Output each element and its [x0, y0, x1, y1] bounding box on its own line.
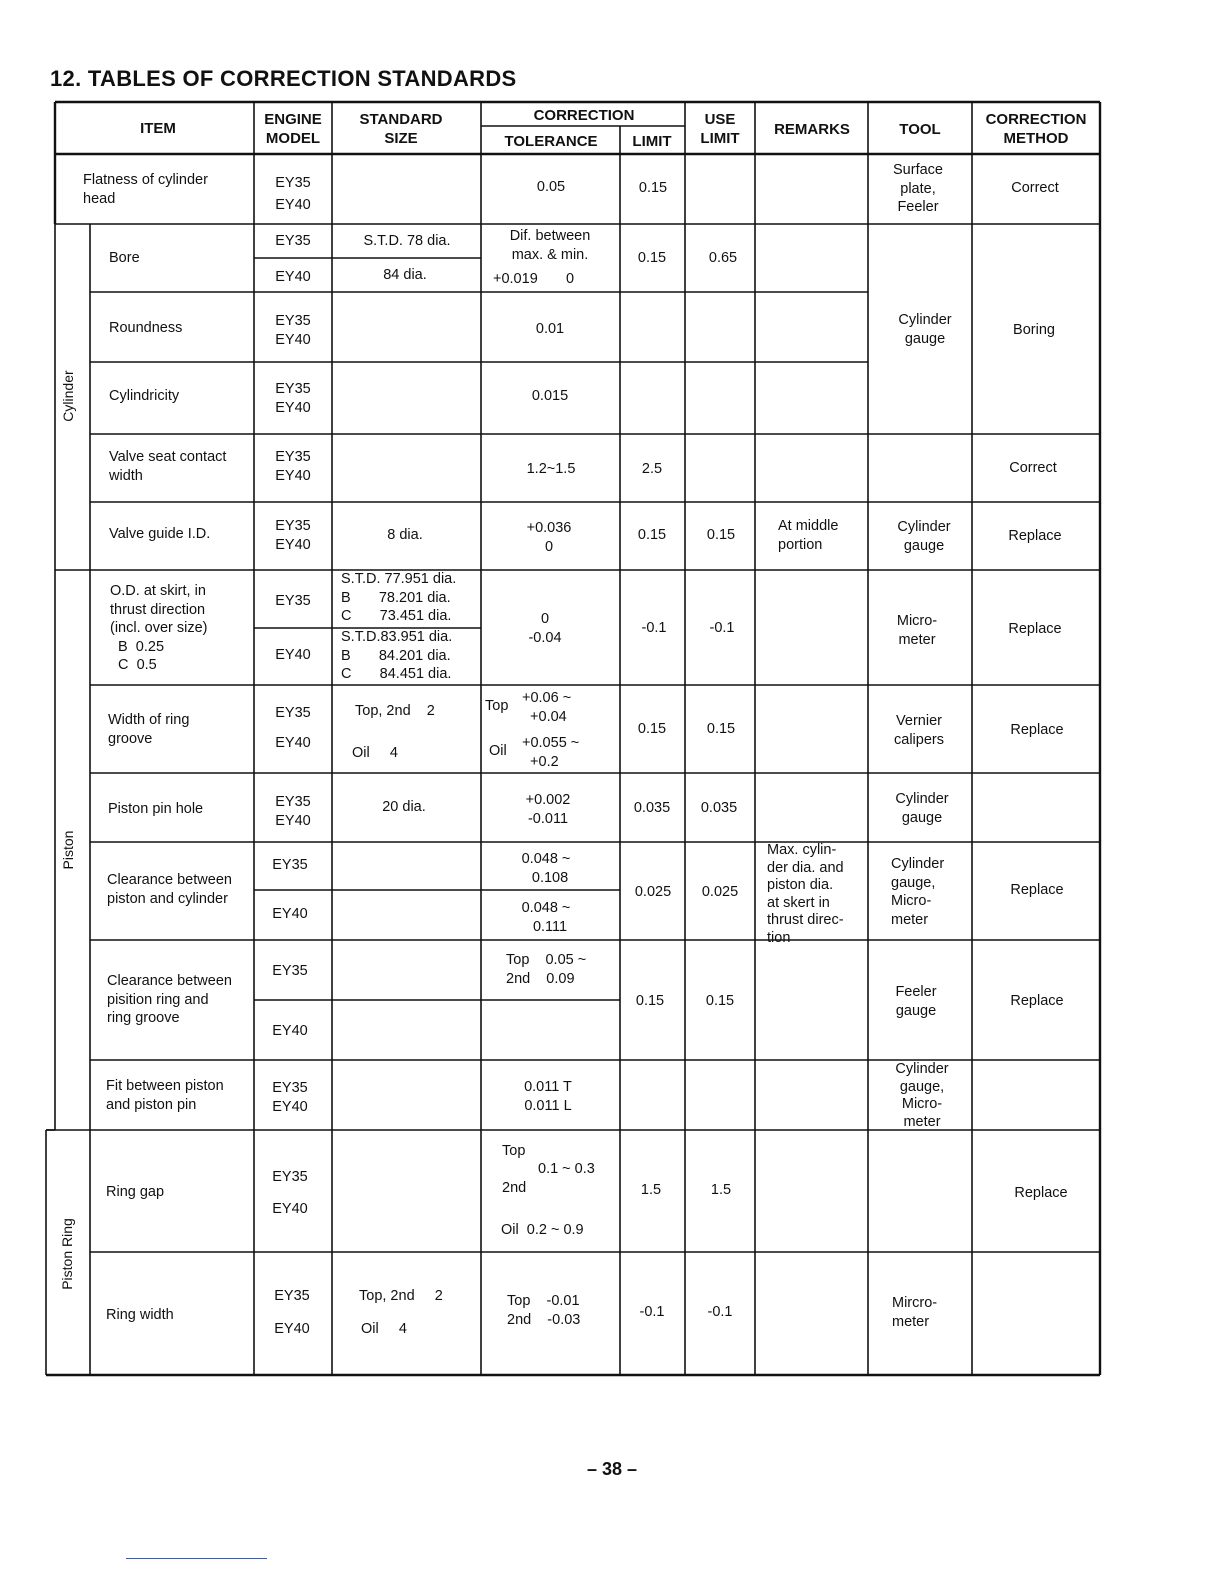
ring-groove-width-use-limit: 0.15 — [706, 721, 736, 737]
ring-gap-tol-2nd: 2nd — [502, 1180, 527, 1196]
group-label-piston-ring: Piston Ring — [59, 1218, 75, 1290]
header-standard-size: STANDARD SIZE — [359, 111, 443, 147]
clearance-ring-use-limit: 0.15 — [705, 993, 735, 1009]
ring-groove-width-size-a: Top, 2nd 2 — [355, 703, 435, 719]
valve-seat-tolerance: 1.2~1.5 — [526, 461, 576, 477]
clearance-ring-item: Clearance between pisition ring and ring groove — [107, 973, 232, 1026]
ring-width-tolerance: Top -0.01 2nd -0.03 — [507, 1293, 581, 1328]
od-skirt-tool: Micro- meter — [896, 613, 938, 648]
ring-width-engine-ey35: EY35 — [274, 1288, 310, 1304]
bore-size-a: S.T.D. 78 dia. — [363, 233, 451, 249]
ring-groove-width-method: Replace — [1010, 722, 1064, 738]
header-tolerance: TOLERANCE — [504, 133, 598, 150]
fit-pin-tolerance: 0.011 T 0.011 L — [524, 1079, 572, 1114]
header-correction-method: CORRECTION METHOD — [985, 111, 1087, 147]
ring-gap-limit: 1.5 — [640, 1182, 662, 1198]
ring-width-use-limit: -0.1 — [707, 1304, 733, 1320]
header-tool: TOOL — [899, 121, 941, 138]
flatness-tolerance: 0.05 — [536, 179, 566, 195]
header-remarks: REMARKS — [774, 121, 850, 138]
valve-seat-method: Correct — [1009, 460, 1057, 476]
bore-use-limit: 0.65 — [708, 250, 738, 266]
ring-gap-engine-ey40: EY40 — [272, 1201, 308, 1217]
fit-pin-item: Fit between piston and piston pin — [106, 1078, 224, 1113]
flatness-item: Flatness of cylinder head — [83, 172, 208, 207]
valve-guide-tolerance: +0.036 0 — [526, 520, 572, 555]
fit-pin-engine: EY35 EY40 — [272, 1080, 308, 1115]
valve-seat-limit: 2.5 — [641, 461, 663, 477]
ring-gap-engine-ey35: EY35 — [272, 1169, 308, 1185]
flatness-tool: Surface plate, Feeler — [893, 162, 943, 215]
ring-width-size-b: Oil 4 — [361, 1321, 407, 1337]
ring-gap-tol-value: 0.1 ~ 0.3 — [538, 1161, 595, 1177]
ring-gap-tol-top: Top — [502, 1143, 526, 1159]
fit-pin-tool: Cylinder gauge, Micro- meter — [895, 1061, 949, 1130]
ring-groove-width-limit: 0.15 — [637, 721, 667, 737]
clearance-cyl-tol-a: 0.048 ~ 0.108 — [521, 851, 571, 886]
pin-hole-tool: Cylinder gauge — [895, 791, 949, 826]
ring-groove-tol-oil: +0.055 ~ +0.2 — [522, 735, 580, 770]
od-skirt-tolerance: 0 -0.04 — [528, 611, 562, 646]
clearance-ring-tool: Feeler gauge — [895, 984, 937, 1019]
footer-rule — [126, 1558, 267, 1559]
valve-guide-limit: 0.15 — [637, 527, 667, 543]
valve-guide-item: Valve guide I.D. — [109, 526, 211, 542]
clearance-cyl-method: Replace — [1010, 882, 1064, 898]
clearance-ring-method: Replace — [1010, 993, 1064, 1009]
od-skirt-use-limit: -0.1 — [709, 620, 735, 636]
pin-hole-engine: EY35 EY40 — [275, 794, 311, 829]
ring-width-tool: Mircro- meter — [892, 1295, 938, 1330]
ring-groove-tol-top: +0.06 ~ +0.04 — [522, 690, 572, 725]
bore-engine-ey40: EY40 — [275, 269, 311, 285]
boring-method: Boring — [1013, 322, 1055, 338]
group-label-piston: Piston — [60, 830, 76, 870]
roundness-engine: EY35 EY40 — [275, 313, 311, 348]
pin-hole-use-limit: 0.035 — [700, 800, 738, 816]
bore-engine-ey35: EY35 — [275, 233, 311, 249]
ring-gap-item: Ring gap — [106, 1184, 165, 1200]
clearance-cyl-tol-b: 0.048 ~ 0.111 — [521, 900, 571, 935]
od-skirt-size-b: S.T.D.83.951 dia. B 84.201 dia. C 84.451 dia. — [341, 629, 453, 682]
clearance-ring-engine-ey35: EY35 — [272, 963, 308, 979]
cylindricity-item: Cylindricity — [109, 388, 180, 404]
clearance-cyl-item: Clearance between piston and cylinder — [107, 872, 232, 907]
cylinder-gauge-tool: Cylinder gauge — [898, 312, 952, 347]
od-skirt-engine-ey35: EY35 — [275, 593, 311, 609]
ring-groove-width-tool: Vernier calipers — [894, 713, 944, 748]
group-label-cylinder: Cylinder — [60, 370, 76, 422]
header-use-limit: USE LIMIT — [700, 111, 740, 147]
header-item: ITEM — [140, 120, 176, 137]
bore-tolerance-b: +0.019 0 — [493, 271, 575, 287]
od-skirt-limit: -0.1 — [641, 620, 667, 636]
header-limit: LIMIT — [632, 133, 672, 150]
pin-hole-limit: 0.035 — [633, 800, 671, 816]
valve-guide-remarks: At middle portion — [778, 518, 839, 553]
ring-groove-width-engine-ey40: EY40 — [275, 735, 311, 751]
flatness-method: Correct — [1011, 180, 1059, 196]
clearance-cyl-engine-ey40: EY40 — [272, 906, 308, 922]
pin-hole-size: 20 dia. — [382, 799, 426, 815]
ring-width-engine-ey40: EY40 — [274, 1321, 310, 1337]
clearance-cyl-limit: 0.025 — [634, 884, 672, 900]
ring-width-item: Ring width — [106, 1307, 174, 1323]
roundness-item: Roundness — [109, 320, 183, 336]
valve-seat-item: Valve seat contact width — [109, 449, 227, 484]
clearance-ring-engine-ey40: EY40 — [272, 1023, 308, 1039]
ring-groove-width-item: Width of ring groove — [108, 712, 190, 747]
cylindricity-tolerance: 0.015 — [531, 388, 569, 404]
flatness-engine: EY35 EY40 — [275, 175, 311, 213]
header-correction: CORRECTION — [533, 107, 635, 124]
ring-width-limit: -0.1 — [639, 1304, 665, 1320]
valve-guide-method: Replace — [1008, 528, 1062, 544]
bore-size-b: 84 dia. — [383, 267, 427, 283]
valve-guide-size: 8 dia. — [387, 527, 423, 543]
ring-groove-tol-top-label: Top — [485, 698, 509, 714]
ring-groove-tol-oil-label: Oil — [489, 743, 507, 759]
bore-limit: 0.15 — [637, 250, 667, 266]
bore-tolerance-a: Dif. between max. & min. — [509, 228, 591, 263]
cylindricity-engine: EY35 EY40 — [275, 381, 311, 416]
pin-hole-tolerance: +0.002 -0.011 — [525, 792, 571, 827]
clearance-cyl-use-limit: 0.025 — [701, 884, 739, 900]
clearance-ring-tol-a: Top 0.05 ~ 2nd 0.09 — [506, 952, 587, 987]
od-skirt-engine-ey40: EY40 — [275, 647, 311, 663]
valve-guide-engine: EY35 EY40 — [275, 518, 311, 553]
ring-gap-use-limit: 1.5 — [710, 1182, 732, 1198]
ring-width-size-a: Top, 2nd 2 — [359, 1288, 443, 1304]
flatness-limit: 0.15 — [638, 180, 668, 196]
ring-groove-width-engine-ey35: EY35 — [275, 705, 311, 721]
clearance-cyl-tool: Cylinder gauge, Micro- meter — [891, 856, 945, 928]
od-skirt-size-a: S.T.D. 77.951 dia. B 78.201 dia. C 73.451 dia. — [341, 571, 457, 624]
ring-gap-tol-oil: Oil 0.2 ~ 0.9 — [501, 1222, 584, 1238]
valve-guide-use-limit: 0.15 — [706, 527, 736, 543]
od-skirt-item: O.D. at skirt, in thrust direction (incl. over size) B 0.25 C 0.5 — [110, 583, 208, 673]
header-engine-model: ENGINE MODEL — [264, 111, 322, 147]
roundness-tolerance: 0.01 — [535, 321, 565, 337]
ring-gap-method: Replace — [1014, 1185, 1068, 1201]
bore-item: Bore — [109, 250, 140, 266]
clearance-cyl-remarks: Max. cylin- der dia. and piston dia. at skert in thrust direc- tion — [767, 842, 844, 946]
clearance-cyl-engine-ey35: EY35 — [272, 857, 308, 873]
clearance-ring-limit: 0.15 — [635, 993, 665, 1009]
ring-groove-width-size-b: Oil 4 — [352, 745, 398, 761]
valve-seat-engine: EY35 EY40 — [275, 449, 311, 484]
od-skirt-method: Replace — [1008, 621, 1062, 637]
valve-guide-tool: Cylinder gauge — [897, 519, 951, 554]
page-title: 12. TABLES OF CORRECTION STANDARDS — [50, 66, 517, 91]
page-number: – 38 – — [586, 1459, 638, 1479]
pin-hole-item: Piston pin hole — [108, 801, 204, 817]
